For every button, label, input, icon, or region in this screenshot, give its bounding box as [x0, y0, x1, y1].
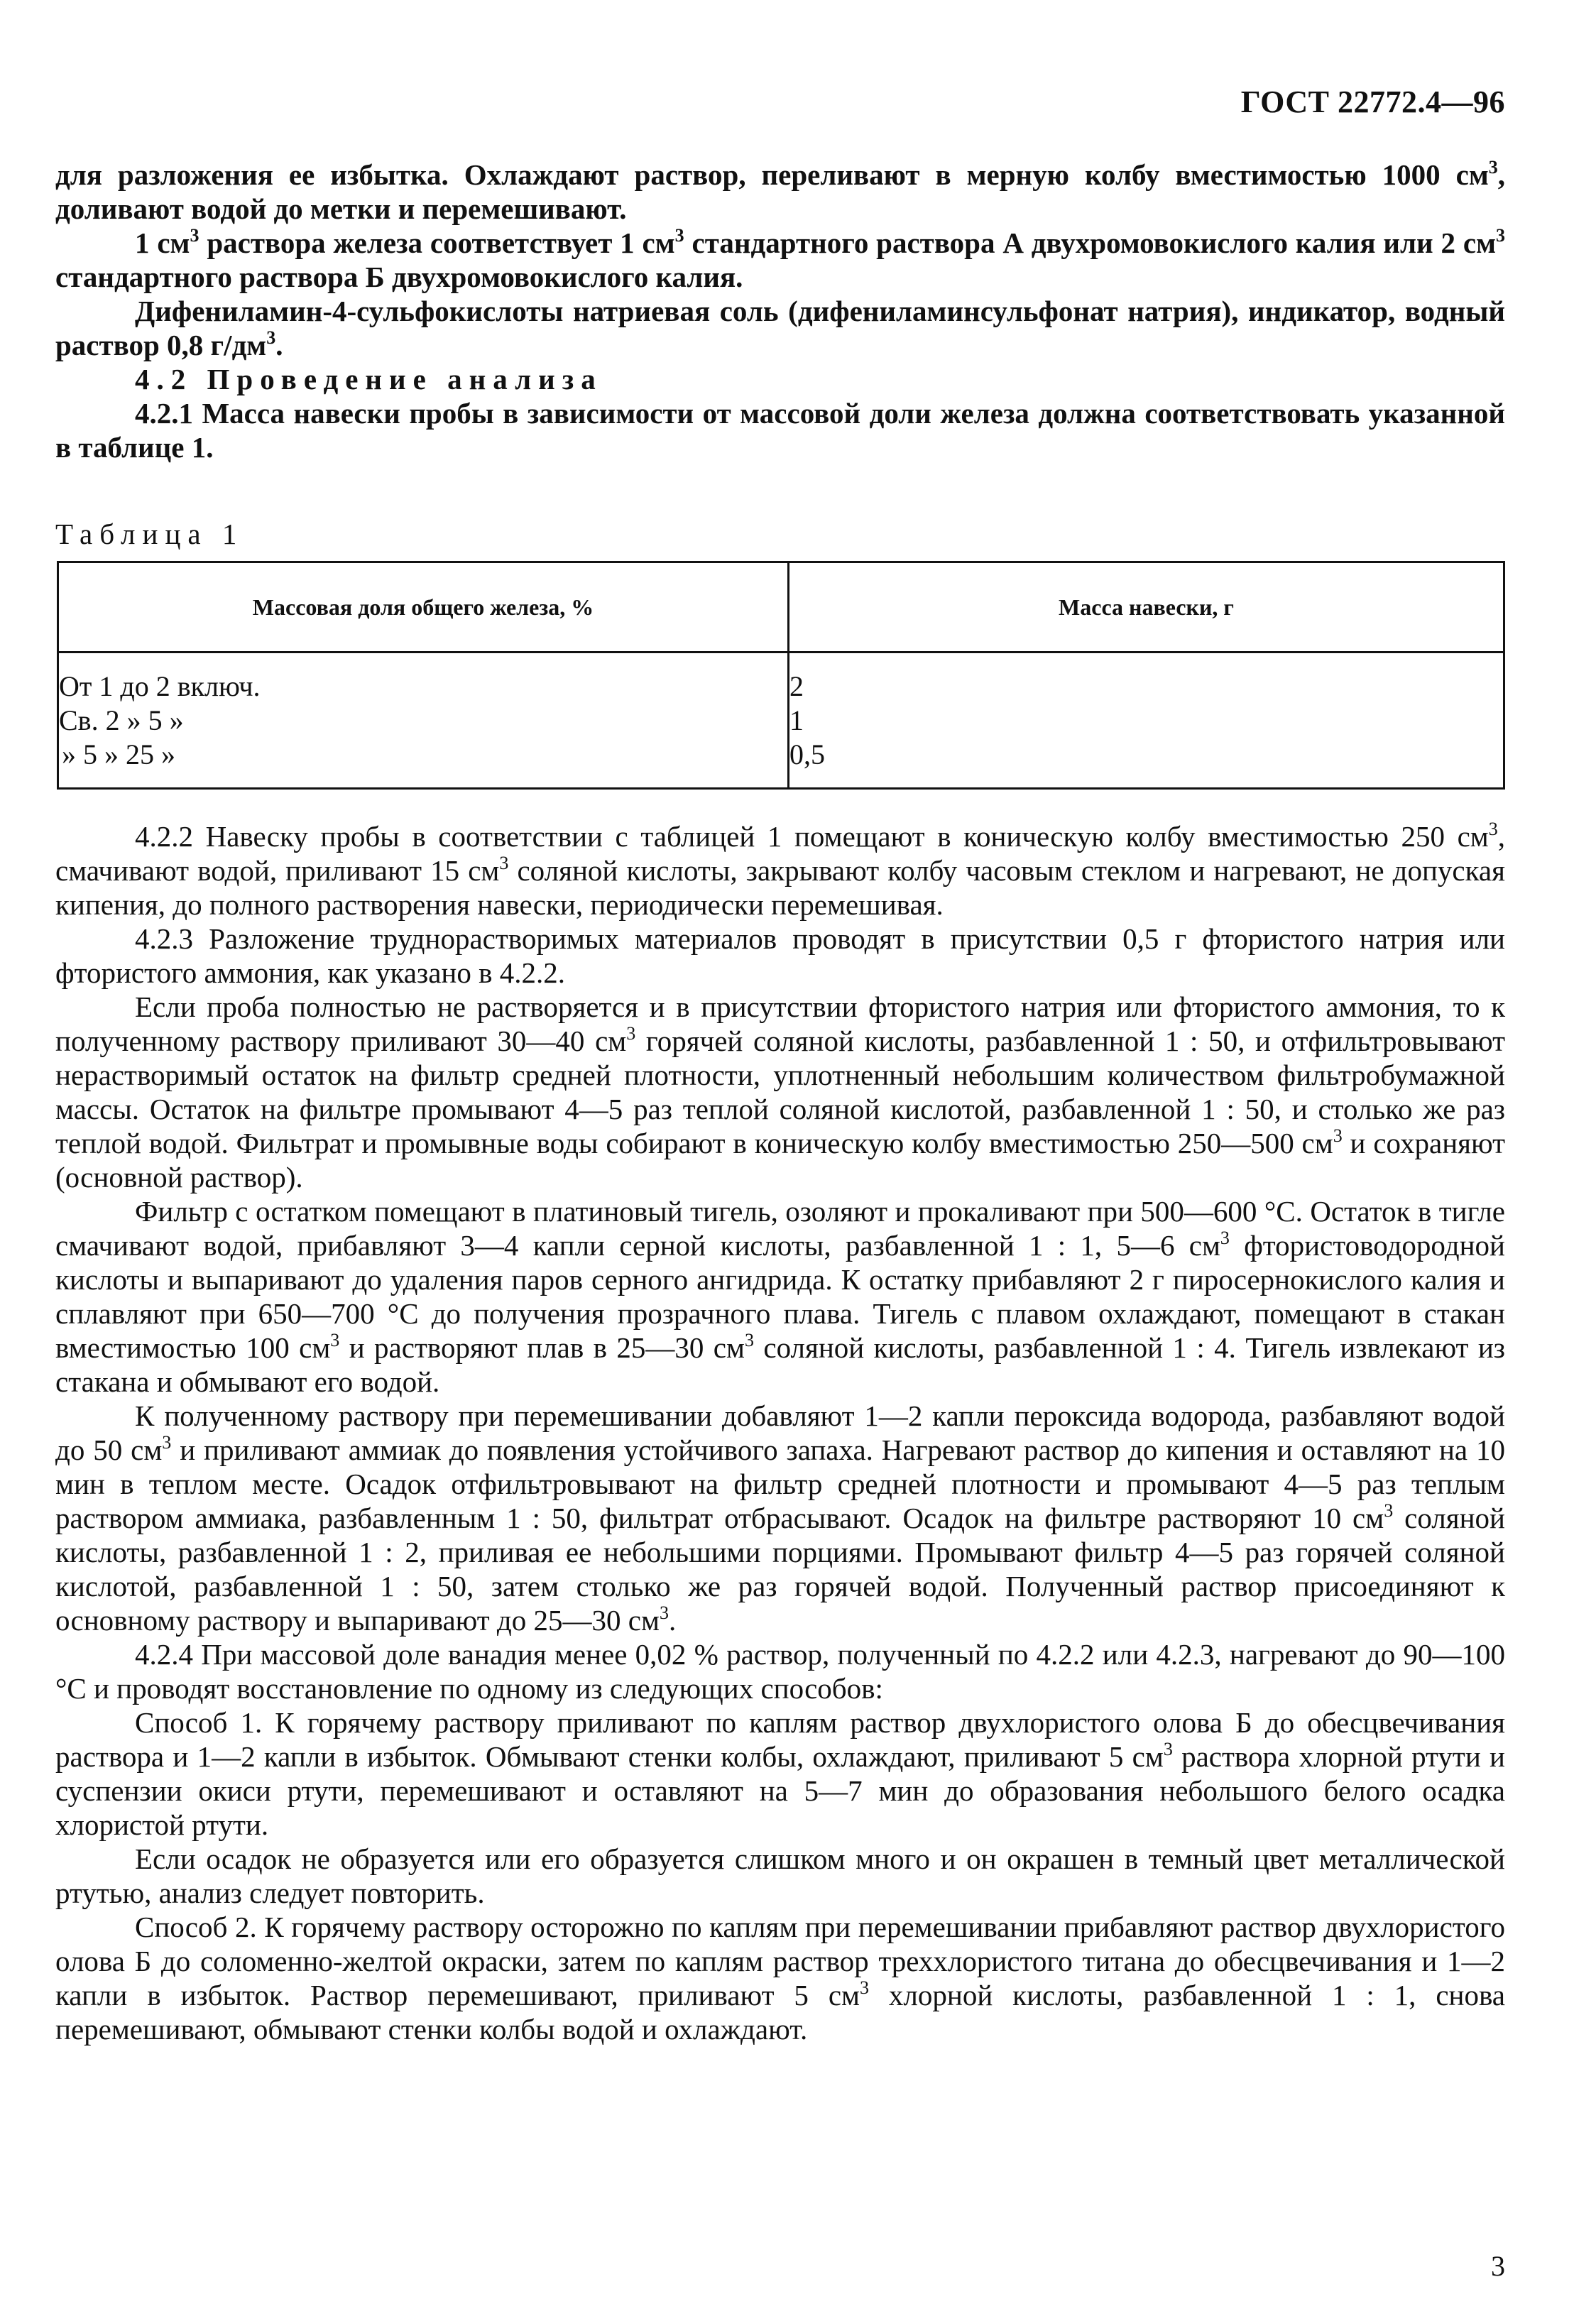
intro-paragraph-5: 4.2.1 Масса навески пробы в зависимости от массовой доли железа должна соответствовать указанной в таблице 1.: [55, 397, 1505, 464]
table-cell-mass: 1: [789, 704, 804, 736]
document-header: ГОСТ 22772.4—96: [1240, 84, 1505, 119]
intro-paragraph-3: Дифениламин-4-сульфокислоты натриевая соль (дифениламинсульфонат натрия), индикатор, водный раствор 0,8 $г/дм^3$.: [55, 295, 1505, 361]
section-heading-4-2: 4.2 Проведение анализа: [135, 363, 603, 395]
table-body-row: [58, 652, 1504, 789]
intro-section: [55, 158, 1505, 464]
table-header-fraction: Массовая доля общего железа, %: [58, 562, 789, 652]
body-paragraph-1: 4.2.2 Навеску пробы в соответствии с таблицей 1 помещают в коническую колбу вместимостью 250 $см^3$, смачивают водой, приливают 15 $см^3$ соляной кислоты, закрывают колбу часовым стеклом и нагревают, не допуская кипения, до полного растворения навески, периодически перемешивая.: [55, 819, 1505, 921]
body-section: [55, 819, 1505, 2046]
body-paragraph-2: 4.2.3 Разложение труднорастворимых материалов проводят в присутствии 0,5 г фтористого натрия или фтористого аммония, как указано в 4.2.2.: [55, 922, 1505, 989]
table-mass-column: [789, 652, 1504, 789]
body-paragraph-6: 4.2.4 При массовой доле ванадия менее 0,02 % раствор, полученный по 4.2.2 или 4.2.3, нагревают до 90—100 °С и проводят восстановление по одному из следующих способов:: [55, 1638, 1505, 1705]
table-cell-mass: 2: [789, 670, 804, 702]
body-paragraph-7: Способ 1. К горячему раствору приливают по каплям раствор двухлористого олова Б до обесцвечивания раствора и 1—2 капли в избыток. Обмывают стенки колбы, охлаждают, приливают 5 $см^3$ раствора хлорной ртути и суспензии окиси ртути, перемешивают и оставляют на 5—7 мин до образования небольшого белого осадка хлористой ртути.: [55, 1706, 1505, 1841]
body-paragraph-3: Если проба полностью не растворяется и в присутствии фтористого натрия или фтористого аммония, то к полученному раствору приливают 30—40 $см^3$ горячей соляной кислоты, разбавленной 1 : 50, и отфильтровывают нерастворимый остаток на фильтр средней плотности, уплотненный небольшим количеством фильтробумажной массы. Остаток на фильтре промывают 4—5 раз теплой соляной кислотой, разбавленной 1 : 50, и столько же раз теплой водой. Фильтрат и промывные воды собирают в коническую колбу вместимостью 250—500 $см^3$ и сохраняют (основной раствор).: [55, 990, 1506, 1194]
page-number: 3: [1491, 2250, 1505, 2282]
table-caption: Таблица 1: [55, 518, 244, 550]
table-cell-fraction: Св. 2 » 5 »: [59, 704, 184, 736]
table-header-row: [58, 562, 1504, 652]
intro-paragraph-1: для разложения ее избытка. Охлаждают раствор, переливают в мерную колбу вместимостью 1000 $см^3$, доливают водой до метки и перемешивают.: [55, 157, 1505, 225]
table-cell-fraction: » 5 » 25 »: [62, 738, 175, 770]
table-cell-fraction: От 1 до 2 включ.: [59, 670, 261, 702]
body-paragraph-5: К полученному раствору при перемешивании добавляют 1—2 капли пероксида водорода, разбавляют водой до 50 $см^3$ и приливают аммиак до появления устойчивого запаха. Нагревают раствор до кипения и оставляют на 10 мин в теплом месте. Осадок отфильтровывают на фильтр средней плотности и промывают 4—5 раз теплым раствором аммиака, разбавленным 1 : 50, фильтрат отбрасывают. Осадок на фильтре растворяют 10 $см^3$ соляной кислоты, разбавленной 1 : 2, приливая ее небольшими порциями. Промывают фильтр 4—5 раз горячей соляной кислотой, разбавленной 1 : 50, затем столько же раз горячей водой. Полученный раствор присоединяют к основному раствору и выпаривают до 25—30 $см^3$.: [55, 1399, 1506, 1637]
table-cell-mass: 0,5: [789, 738, 825, 770]
table-header-mass: Масса навески, г: [789, 562, 1504, 652]
body-paragraph-9: Способ 2. К горячему раствору осторожно по каплям при перемешивании прибавляют раствор двухлористого олова Б до соломенно-желтой окраски, затем по каплям раствор треххлористого титана до обесцвечивания и 1—2 капли в избыток. Раствор перемешивают, приливают 5 $см^3$ хлорной кислоты, разбавленной 1 : 1, снова перемешивают, обмывают стенки колбы водой и охлаждают.: [55, 1911, 1505, 2046]
body-paragraph-8: Если осадок не образуется или его образуется слишком много и он окрашен в темный цвет металлической ртутью, анализ следует повторить.: [55, 1842, 1505, 1909]
body-paragraph-4: Фильтр с остатком помещают в платиновый тигель, озоляют и прокаливают при 500—600 °С. Остаток в тигле смачивают водой, прибавляют 3—4 капли серной кислоты, разбавленной 1 : 1, 5—6 $см^3$ фтористоводородной кислоты и выпаривают до удаления паров серного ангидрида. К остатку прибавляют 2 г пиросернокислого калия и сплавляют при 650—700 °С до получения прозрачного плава. Тигель с плавом охлаждают, помещают в стакан вместимостью 100 $см^3$ и растворяют плав в 25—30 $см^3$ соляной кислоты, разбавленной 1 : 4. Тигель извлекают из стакана и обмывают его водой.: [55, 1195, 1506, 1398]
intro-paragraph-2: 1 $см^3$ раствора железа соответствует 1 $см^3$ стандартного раствора А двухромовокислого калия или 2 $см^3$ стандартного раствора Б двухромовокислого калия.: [55, 225, 1506, 293]
table-1: [57, 561, 1505, 790]
table-fraction-column: [58, 652, 789, 789]
document-page: [55, 0, 1505, 2299]
